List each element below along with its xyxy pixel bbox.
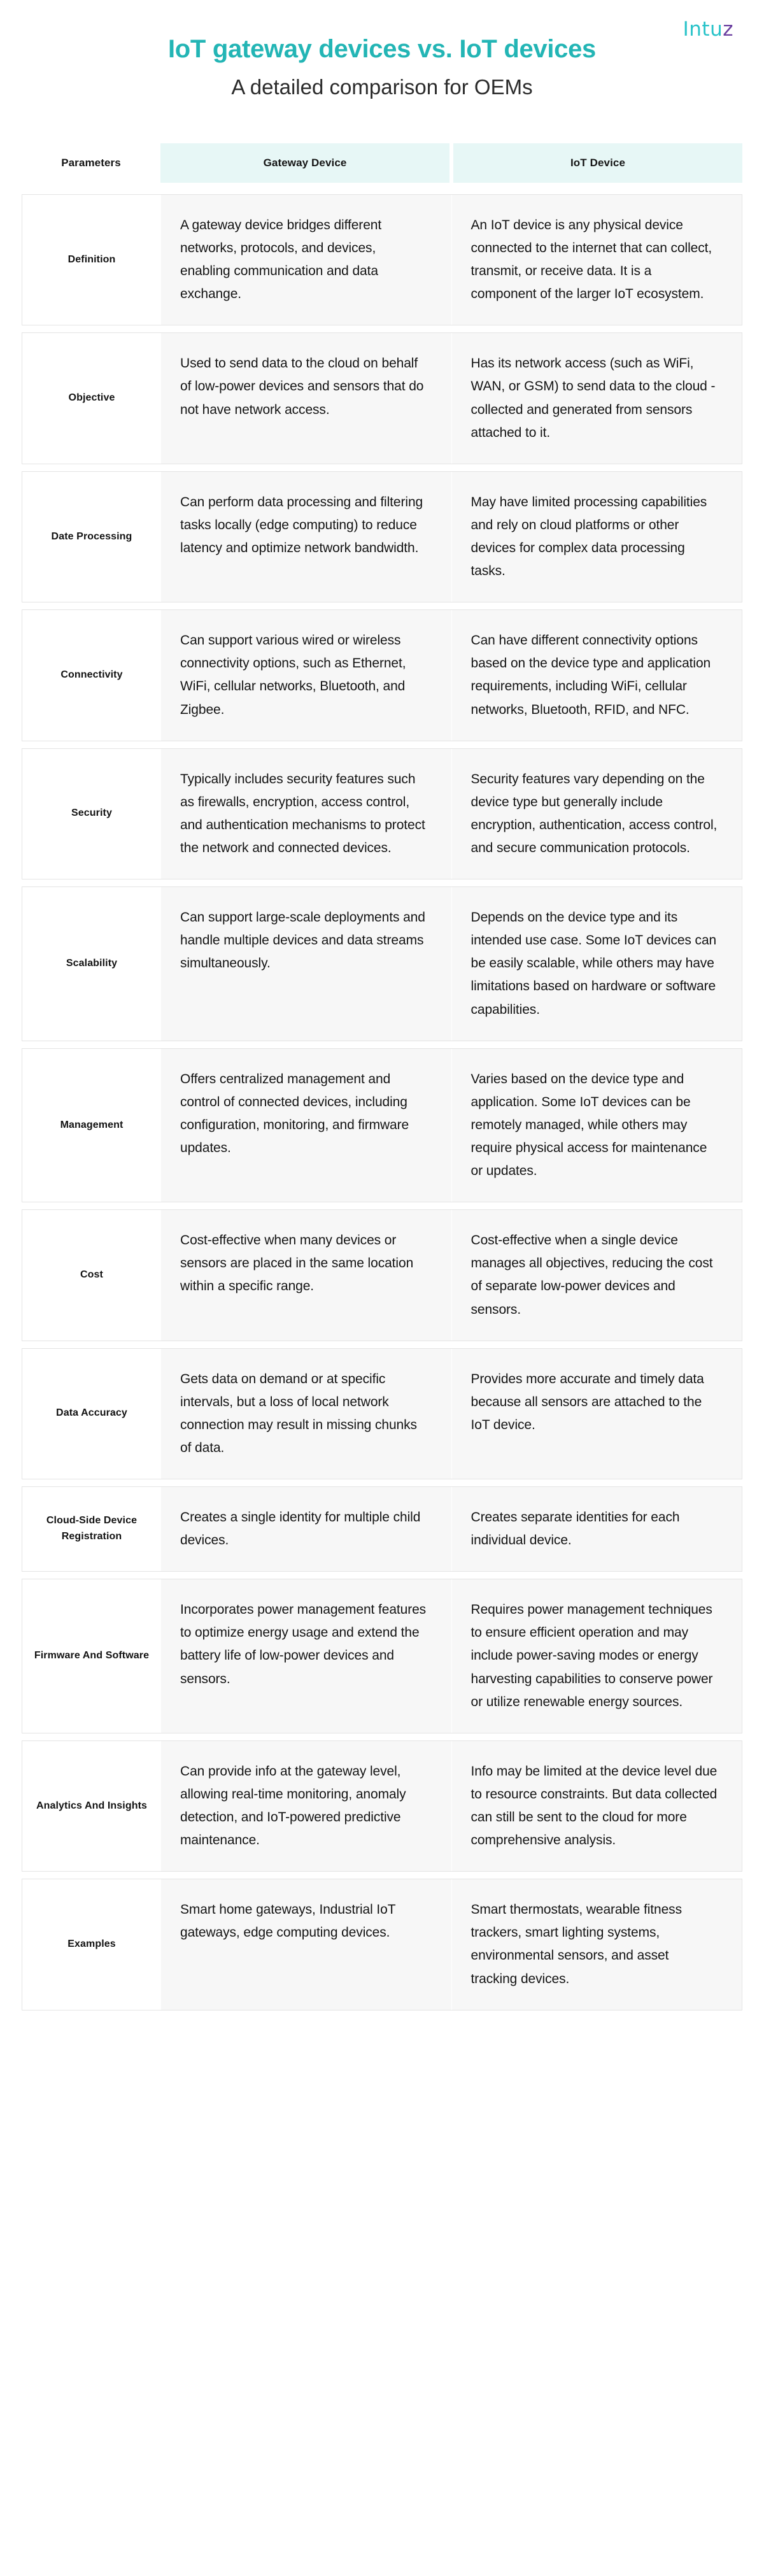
row-parameter-cell xyxy=(22,1349,161,1479)
table-row xyxy=(22,1740,742,1872)
column-header-parameters-label: Parameters xyxy=(61,156,121,169)
row-gateway-cell xyxy=(161,1741,451,1871)
row-gateway-text: Offers centralized management and control of connected devices, including configuration, monitoring, and firmware updates. xyxy=(180,1071,409,1155)
table-body xyxy=(22,194,742,2010)
row-gateway-text: A gateway device bridges different networks, protocols, and devices, enabling communication and data exchange. xyxy=(180,217,382,302)
row-parameter-label: Data Accuracy xyxy=(56,1407,127,1419)
row-gateway-text: Can perform data processing and filtering tasks locally (edge computing) to reduce latency and optimize network bandwidth. xyxy=(180,494,423,555)
row-iot-text: Requires power management techniques to ensure efficient operation and may include power-saving modes or energy harvesting capabilities to conserve power or utilize renewable energy sources. xyxy=(470,1602,713,1709)
row-gateway-text: Cost-effective when many devices or sensors are placed in the same location within a specific range. xyxy=(180,1233,414,1294)
row-gateway-cell xyxy=(161,887,451,1041)
column-header-iot-label: IoT Device xyxy=(570,156,626,169)
row-iot-text: Depends on the device type and its intended use case. Some IoT devices can be easily scalable, while others may have limitations based on hardware or software capabilities. xyxy=(470,910,717,1017)
table-row xyxy=(22,1879,742,2010)
row-gateway-cell xyxy=(161,472,451,602)
row-parameter-label: Scalability xyxy=(66,957,118,969)
row-parameter-label: Management xyxy=(60,1119,124,1130)
page-title: IoT gateway devices vs. IoT devices xyxy=(167,35,597,63)
row-iot-cell xyxy=(451,1049,742,1202)
row-gateway-cell xyxy=(161,1349,451,1479)
row-iot-cell xyxy=(451,1487,742,1571)
table-row xyxy=(22,748,742,879)
row-parameter-label: Examples xyxy=(67,1939,116,1950)
row-iot-text: Can have different connectivity options based on the device type and application requirements, including WiFi, cellular networks, Bluetooth, RFID, and NFC. xyxy=(470,633,711,717)
table-row xyxy=(22,1348,742,1479)
column-header-gateway xyxy=(160,143,449,183)
row-gateway-cell xyxy=(161,749,451,879)
row-parameter-cell xyxy=(22,610,161,740)
row-gateway-cell xyxy=(161,333,451,463)
row-iot-text: Has its network access (such as WiFi, WAN, or GSM) to send data to the cloud - collected and generated from sensors attached to it. xyxy=(470,356,716,440)
brand-logo-accent: z xyxy=(723,18,733,41)
table-header-row xyxy=(22,143,742,183)
row-iot-cell xyxy=(451,887,742,1041)
row-gateway-cell xyxy=(161,195,451,325)
row-gateway-text: Can support various wired or wireless connectivity options, such as Ethernet, WiFi, cellular networks, Bluetooth, and Zigbee. xyxy=(180,633,406,717)
row-parameter-label: Cloud-Side Device Registration xyxy=(46,1515,138,1542)
row-parameter-label: Objective xyxy=(68,392,115,404)
row-gateway-text: Typically includes security features such as firewalls, encryption, access control, and authentication mechanisms to protect the network and connected devices. xyxy=(180,771,425,855)
table-row xyxy=(22,1209,742,1341)
brand-logo-main: Intu xyxy=(683,18,723,41)
row-gateway-text: Used to send data to the cloud on behalf of low-power devices and sensors that do not have network access. xyxy=(180,356,424,417)
row-iot-text: Security features vary depending on the device type but generally include encryption, authentication, access control, and secure communication protocols. xyxy=(470,771,718,855)
row-parameter-cell xyxy=(22,195,161,325)
table-row xyxy=(22,886,742,1041)
row-iot-cell xyxy=(451,195,742,325)
table-row xyxy=(22,609,742,741)
row-parameter-label: Cost xyxy=(80,1269,103,1280)
row-iot-text: Smart thermostats, wearable fitness trackers, smart lighting systems, environmental sensors, and asset tracking devices. xyxy=(470,1902,682,1986)
row-gateway-text: Can support large-scale deployments and handle multiple devices and data streams simultaneously. xyxy=(180,910,425,971)
row-iot-cell xyxy=(451,1879,742,2009)
table-row xyxy=(22,1579,742,1733)
row-gateway-cell xyxy=(161,1210,451,1340)
page-header xyxy=(0,0,764,101)
row-parameter-cell xyxy=(22,1741,161,1871)
row-gateway-cell xyxy=(161,1579,451,1733)
column-header-parameters xyxy=(22,143,160,183)
row-parameter-cell xyxy=(22,1210,161,1340)
row-parameter-cell xyxy=(22,1487,161,1571)
row-parameter-label: Connectivity xyxy=(60,669,123,681)
row-gateway-text: Creates a single identity for multiple child devices. xyxy=(180,1510,421,1548)
brand-logo xyxy=(663,17,733,42)
row-parameter-label: Security xyxy=(71,808,112,819)
page-subtitle: A detailed comparison for OEMs xyxy=(231,75,533,99)
row-iot-text: May have limited processing capabilities and rely on cloud platforms or other devices for complex data processing tasks. xyxy=(470,494,707,579)
row-parameter-cell xyxy=(22,1049,161,1202)
table-row xyxy=(22,471,742,602)
row-iot-text: Creates separate identities for each individual device. xyxy=(470,1510,680,1548)
row-gateway-cell xyxy=(161,610,451,740)
row-gateway-text: Incorporates power management features to optimize energy usage and extend the battery life of low-power devices and sensors. xyxy=(180,1602,427,1686)
row-iot-cell xyxy=(451,333,742,463)
row-parameter-cell xyxy=(22,887,161,1041)
row-iot-cell xyxy=(451,472,742,602)
brand-logo-text xyxy=(663,17,733,42)
row-iot-text: Varies based on the device type and application. Some IoT devices can be remotely managed, while others may require physical access for maintenance or updates. xyxy=(470,1071,707,1179)
row-parameter-cell xyxy=(22,749,161,879)
row-gateway-cell xyxy=(161,1487,451,1571)
row-parameter-label: Date Processing xyxy=(51,530,132,542)
column-header-iot xyxy=(453,143,742,183)
row-iot-cell xyxy=(451,1349,742,1479)
row-gateway-text: Can provide info at the gateway level, allowing real-time monitoring, anomaly detection, and IoT-powered predictive maintenance. xyxy=(180,1763,406,1848)
row-gateway-text: Gets data on demand or at specific intervals, but a loss of local network connection may result in missing chunks of data. xyxy=(180,1371,417,1455)
row-parameter-cell xyxy=(22,472,161,602)
row-parameter-label: Definition xyxy=(67,253,116,265)
row-gateway-cell xyxy=(161,1049,451,1202)
row-gateway-text: Smart home gateways, Industrial IoT gateways, edge computing devices. xyxy=(180,1902,396,1940)
row-parameter-label: Firmware And Software xyxy=(34,1650,150,1662)
row-iot-cell xyxy=(451,749,742,879)
row-parameter-cell xyxy=(22,1879,161,2009)
row-iot-text: Info may be limited at the device level due to resource constraints. But data collected can still be sent to the cloud for more comprehensive analysis. xyxy=(470,1763,718,1848)
table-row xyxy=(22,332,742,464)
row-parameter-cell xyxy=(22,1579,161,1733)
row-iot-cell xyxy=(451,610,742,740)
row-gateway-cell xyxy=(161,1879,451,2009)
row-iot-cell xyxy=(451,1579,742,1733)
row-iot-cell xyxy=(451,1210,742,1340)
table-row xyxy=(22,194,742,325)
comparison-table xyxy=(22,101,742,2010)
row-parameter-cell xyxy=(22,333,161,463)
row-parameter-label: Analytics And Insights xyxy=(36,1800,148,1811)
row-iot-text: Provides more accurate and timely data because all sensors are attached to the IoT device. xyxy=(470,1371,704,1432)
table-row xyxy=(22,1486,742,1572)
row-iot-text: An IoT device is any physical device connected to the internet that can collect, transmit, or receive data. It is a component of the larger IoT ecosystem. xyxy=(470,217,712,302)
column-header-gateway-label: Gateway Device xyxy=(263,156,347,169)
row-iot-cell xyxy=(451,1741,742,1871)
row-iot-text: Cost-effective when a single device manages all objectives, reducing the cost of separate low-power devices and sensors. xyxy=(470,1233,713,1317)
table-row xyxy=(22,1048,742,1203)
